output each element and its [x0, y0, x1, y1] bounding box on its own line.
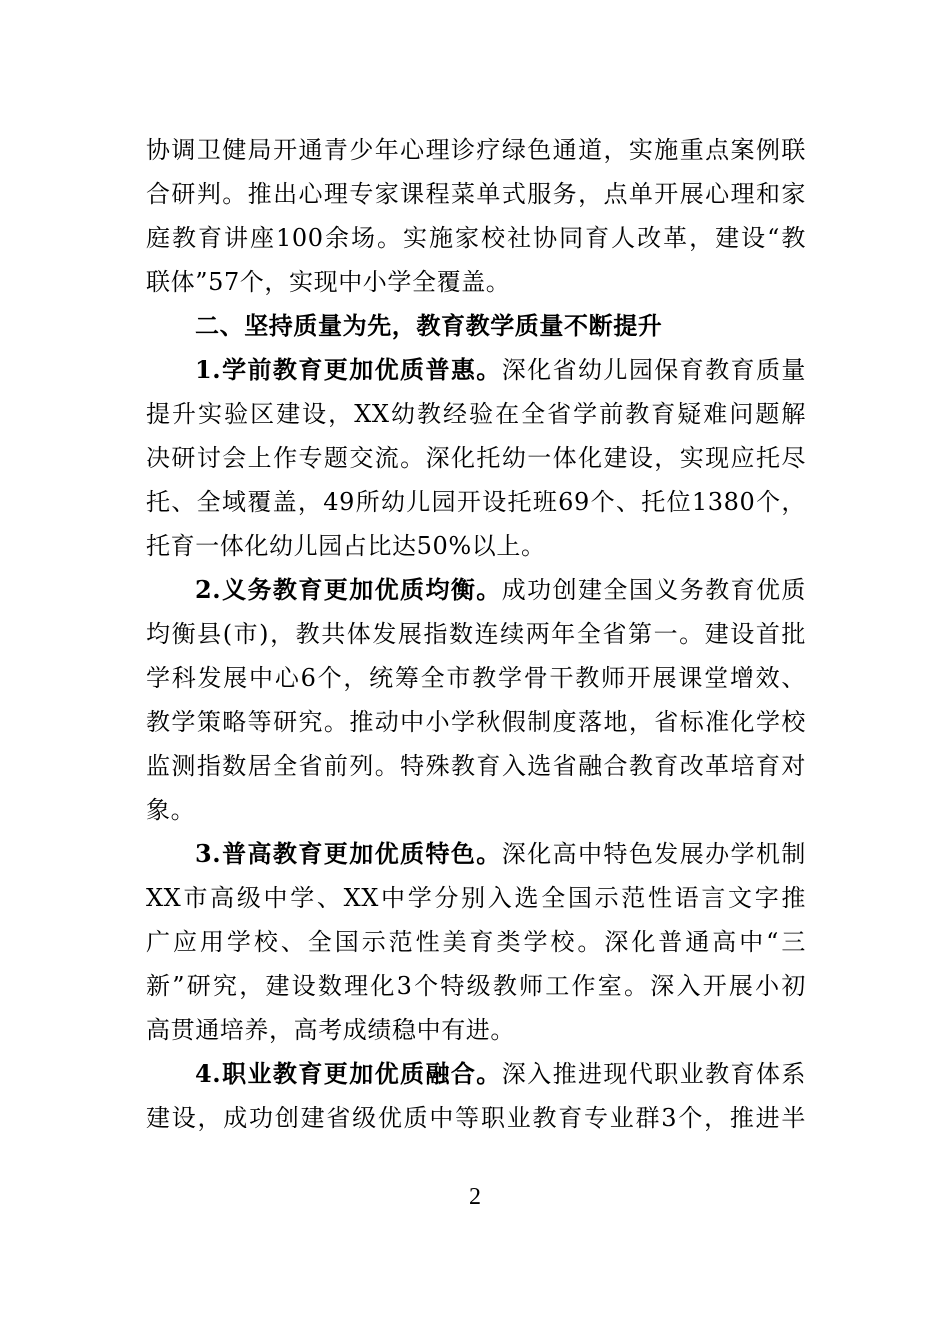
section-heading: 二、坚持质量为先，教育教学质量不断提升	[195, 312, 663, 340]
item-3-line: 高贯通培养，高考成绩稳中有进。	[146, 1016, 515, 1044]
item-1-line: 托育一体化幼儿园占比达50%以上。	[146, 532, 546, 560]
intro-line: 联体”57个，实现中小学全覆盖。	[146, 268, 511, 296]
intro-line: 庭教育讲座100余场。实施家校社协同育人改革，建设“教	[146, 224, 806, 252]
item-2-title: 2.义务教育更加优质均衡。	[195, 575, 502, 604]
item-4-title: 4.职业教育更加优质融合。	[195, 1059, 502, 1088]
item-4-first-line	[146, 1052, 806, 1096]
item-3-title: 3.普高教育更加优质特色。	[195, 839, 502, 868]
item-1-line: 提升实验区建设，XX幼教经验在全省学前教育疑难问题解	[146, 400, 806, 428]
item-2-text: 成功创建全国义务教育优质	[501, 576, 806, 604]
item-2-line: 学科发展中心6个，统筹全市教学骨干教师开展课堂增效、	[146, 664, 806, 692]
item-2-line: 教学策略等研究。推动中小学秋假制度落地，省标准化学校	[146, 708, 806, 736]
item-1-text: 深化省幼儿园保育教育质量	[501, 356, 806, 384]
item-1-line: 托、全域覆盖，49所幼儿园开设托班69个、托位1380个，	[146, 488, 806, 516]
item-3-line: 广应用学校、全国示范性美育类学校。深化普通高中“三	[146, 928, 806, 956]
item-1-title: 1.学前教育更加优质普惠。	[195, 355, 502, 384]
item-4-text: 深入推进现代职业教育体系	[501, 1060, 806, 1088]
item-1-first-line	[146, 348, 806, 392]
item-1-line: 决研讨会上作专题交流。深化托幼一体化建设，实现应托尽	[146, 444, 806, 472]
item-2-line: 监测指数居全省前列。特殊教育入选省融合教育改革培育对	[146, 752, 806, 780]
document-body	[146, 128, 806, 1140]
item-2-line: 象。	[146, 796, 196, 824]
intro-line: 协调卫健局开通青少年心理诊疗绿色通道，实施重点案例联	[146, 136, 806, 164]
item-3-line: XX市高级中学、XX中学分别入选全国示范性语言文字推	[146, 884, 806, 912]
page-number: 2	[469, 1184, 481, 1210]
intro-line: 合研判。推出心理专家课程菜单式服务，点单开展心理和家	[146, 180, 806, 208]
item-3-first-line	[146, 832, 806, 876]
item-3-text: 深化高中特色发展办学机制	[501, 840, 806, 868]
item-4-line: 建设，成功创建省级优质中等职业教育专业群3个，推进半	[146, 1104, 806, 1132]
item-2-line: 均衡县(市)，教共体发展指数连续两年全省第一。建设首批	[146, 620, 806, 648]
item-3-line: 新”研究，建设数理化3个特级教师工作室。深入开展小初	[146, 972, 806, 1000]
item-2-first-line	[146, 568, 806, 612]
